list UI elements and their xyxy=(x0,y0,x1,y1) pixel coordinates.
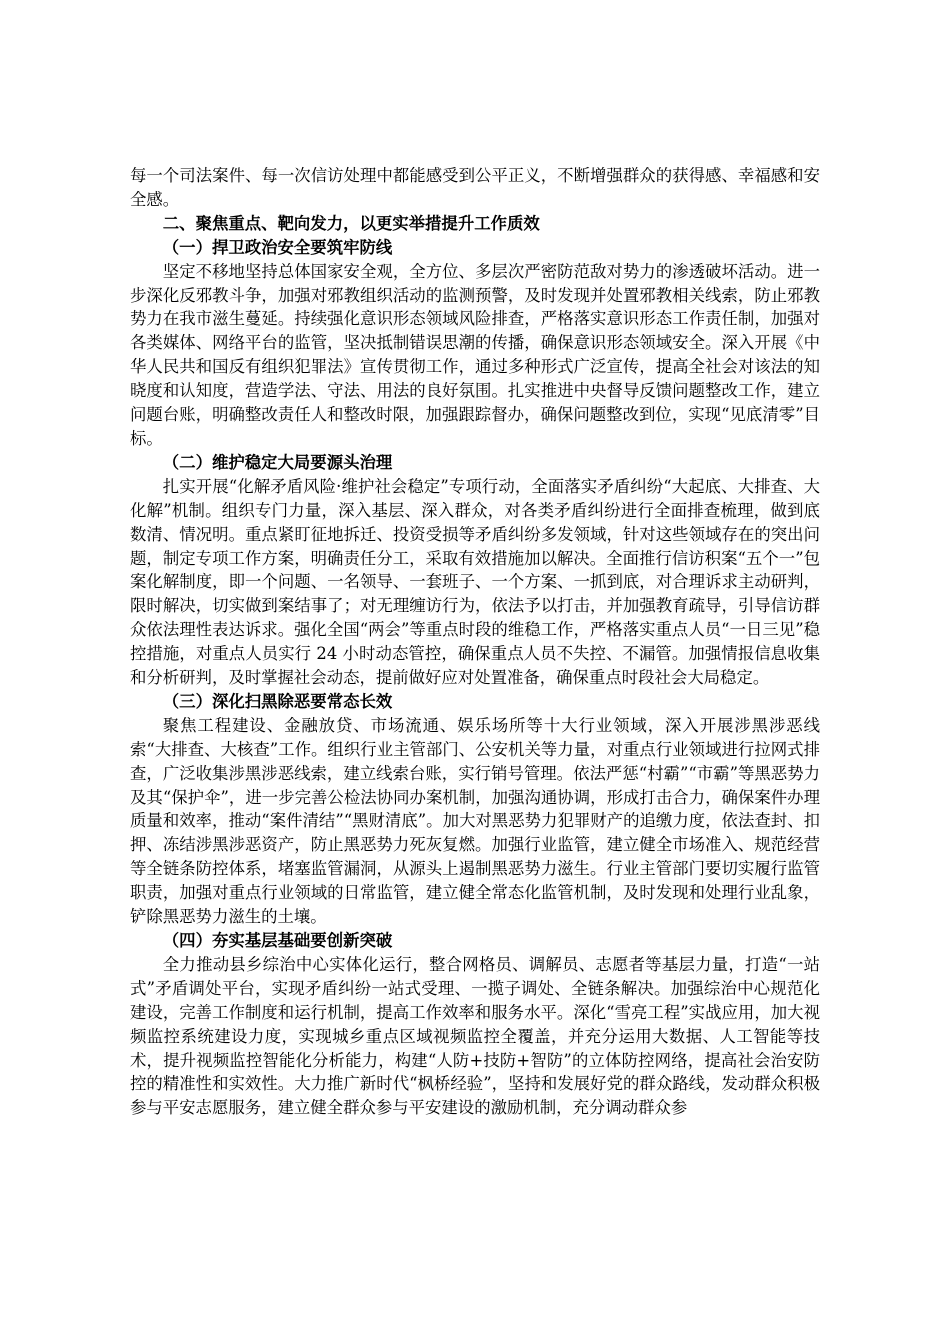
subsection-4-heading: （四）夯实基层基础要创新突破 xyxy=(162,931,393,950)
subsection-3-body: 聚焦工程建设、金融放贷、市场流通、娱乐场所等十大行业领域，深入开展涉黑涉恶线索“大排查、大核查”工作。组织行业主管部门、公安机关等力量，对重点行业领域进行拉网式排查，广泛收集涉黑涉恶线索，建立线索台账，实行销号管理。依法严惩“村霸”“市霸”等黑恶势力及其“保护伞”，进一步完善公检法协同办案机制，加强沟通协调，形成打击合力，确保案件办理质量和效率，推动“案件清结”“黑财清底”。加大对黑恶势力犯罪财产的追缴力度，依法查封、扣押、冻结涉黑涉恶资产，防止黑恶势力死灰复燃。加强行业监管，建立健全市场准入、规范经营等全链条防控体系，堵塞监管漏洞，从源头上遏制黑恶势力滋生。行业主管部门要切实履行监管职责，加强对重点行业领域的日常监管，建立健全常态化监管机制，及时发现和处理行业乱象，铲除黑恶势力滋生的土壤。 xyxy=(130,715,820,927)
subsection-4-body: 全力推动县乡综治中心实体化运行，整合网格员、调解员、志愿者等基层力量，打造“一站式”矛盾调处平台，实现矛盾纠纷一站式受理、一揽子调处、全链条解决。加强综治中心规范化建设，完善工作制度和运行机制，提高工作效率和服务水平。深化“雪亮工程”实战应用，加大视频监控系统建设力度，实现城乡重点区域视频监控全覆盖，并充分运用大数据、人工智能等技术，提升视频监控智能化分析能力，构建“人防+技防+智防”的立体防控网络，提高社会治安防控的精准性和实效性。大力推广新时代“枫桥经验”，坚持和发展好党的群众路线，发动群众积极参与平安志愿服务，建立健全群众参与平安建设的激励机制，充分调动群众参 xyxy=(130,954,820,1118)
intro-paragraph: 每一个司法案件、每一次信访处理中都能感受到公平正义，不断增强群众的获得感、幸福感和安全感。 xyxy=(130,166,820,209)
subsection-2-body: 扎实开展“化解矛盾风险·维护社会稳定”专项行动，全面落实矛盾纠纷“大起底、大排查、大化解”机制。组织专门力量，深入基层、深入群众，对各类矛盾纠纷进行全面排查梳理，做到底数清、情况明。重点紧盯征地拆迁、投资受损等矛盾纠纷多发领域，针对这些领域存在的突出问题，制定专项工作方案，明确责任分工，采取有效措施加以解决。全面推行信访积案“五个一”包案化解制度，即一个问题、一名领导、一套班子、一个方案、一抓到底，对合理诉求主动研判，限时解决，切实做到案结事了；对无理缠访行为，依法予以打击，并加强教育疏导，引导信访群众依法理性表达诉求。强化全国“两会”等重点时段的维稳工作，严格落实重点人员“一日三见”稳控措施，对重点人员实行 24 小时动态管控，确保重点人员不失控、不漏管。加强情报信息收集和分析研判，及时掌握社会动态，提前做好应对处置准备，确保重点时段社会大局稳定。 xyxy=(130,476,820,688)
subsection-1-heading: （一）捍卫政治安全要筑牢防线 xyxy=(162,237,393,257)
section-heading: 二、聚焦重点、靶向发力，以更实举措提升工作质效 xyxy=(162,213,540,233)
subsection-2-heading: （二）维护稳定大局要源头治理 xyxy=(162,452,393,472)
subsection-3-heading: （三）深化扫黑除恶要常态长效 xyxy=(162,691,393,711)
subsection-1-body: 坚定不移地坚持总体国家安全观，全方位、多层次严密防范敌对势力的渗透破坏活动。进一步深化反邪教斗争，加强对邪教组织活动的监测预警，及时发现并处置邪教相关线索，防止邪教势力在我市滋生蔓延。持续强化意识形态领域风险排查，严格落实意识形态工作责任制，加强对各类媒体、网络平台的监管，坚决抵制错误思潮的传播，确保意识形态领域安全。深入开展《中华人民共和国反有组织犯罪法》宣传贯彻工作，通过多种形式广泛宣传，提高全社会对该法的知晓度和认知度，营造学法、守法、用法的良好氛围。扎实推进中央督导反馈问题整改工作，建立问题台账，明确整改责任人和整改时限，加强跟踪督办，确保问题整改到位，实现“见底清零”目标。 xyxy=(130,261,820,448)
document-page xyxy=(130,164,820,1120)
